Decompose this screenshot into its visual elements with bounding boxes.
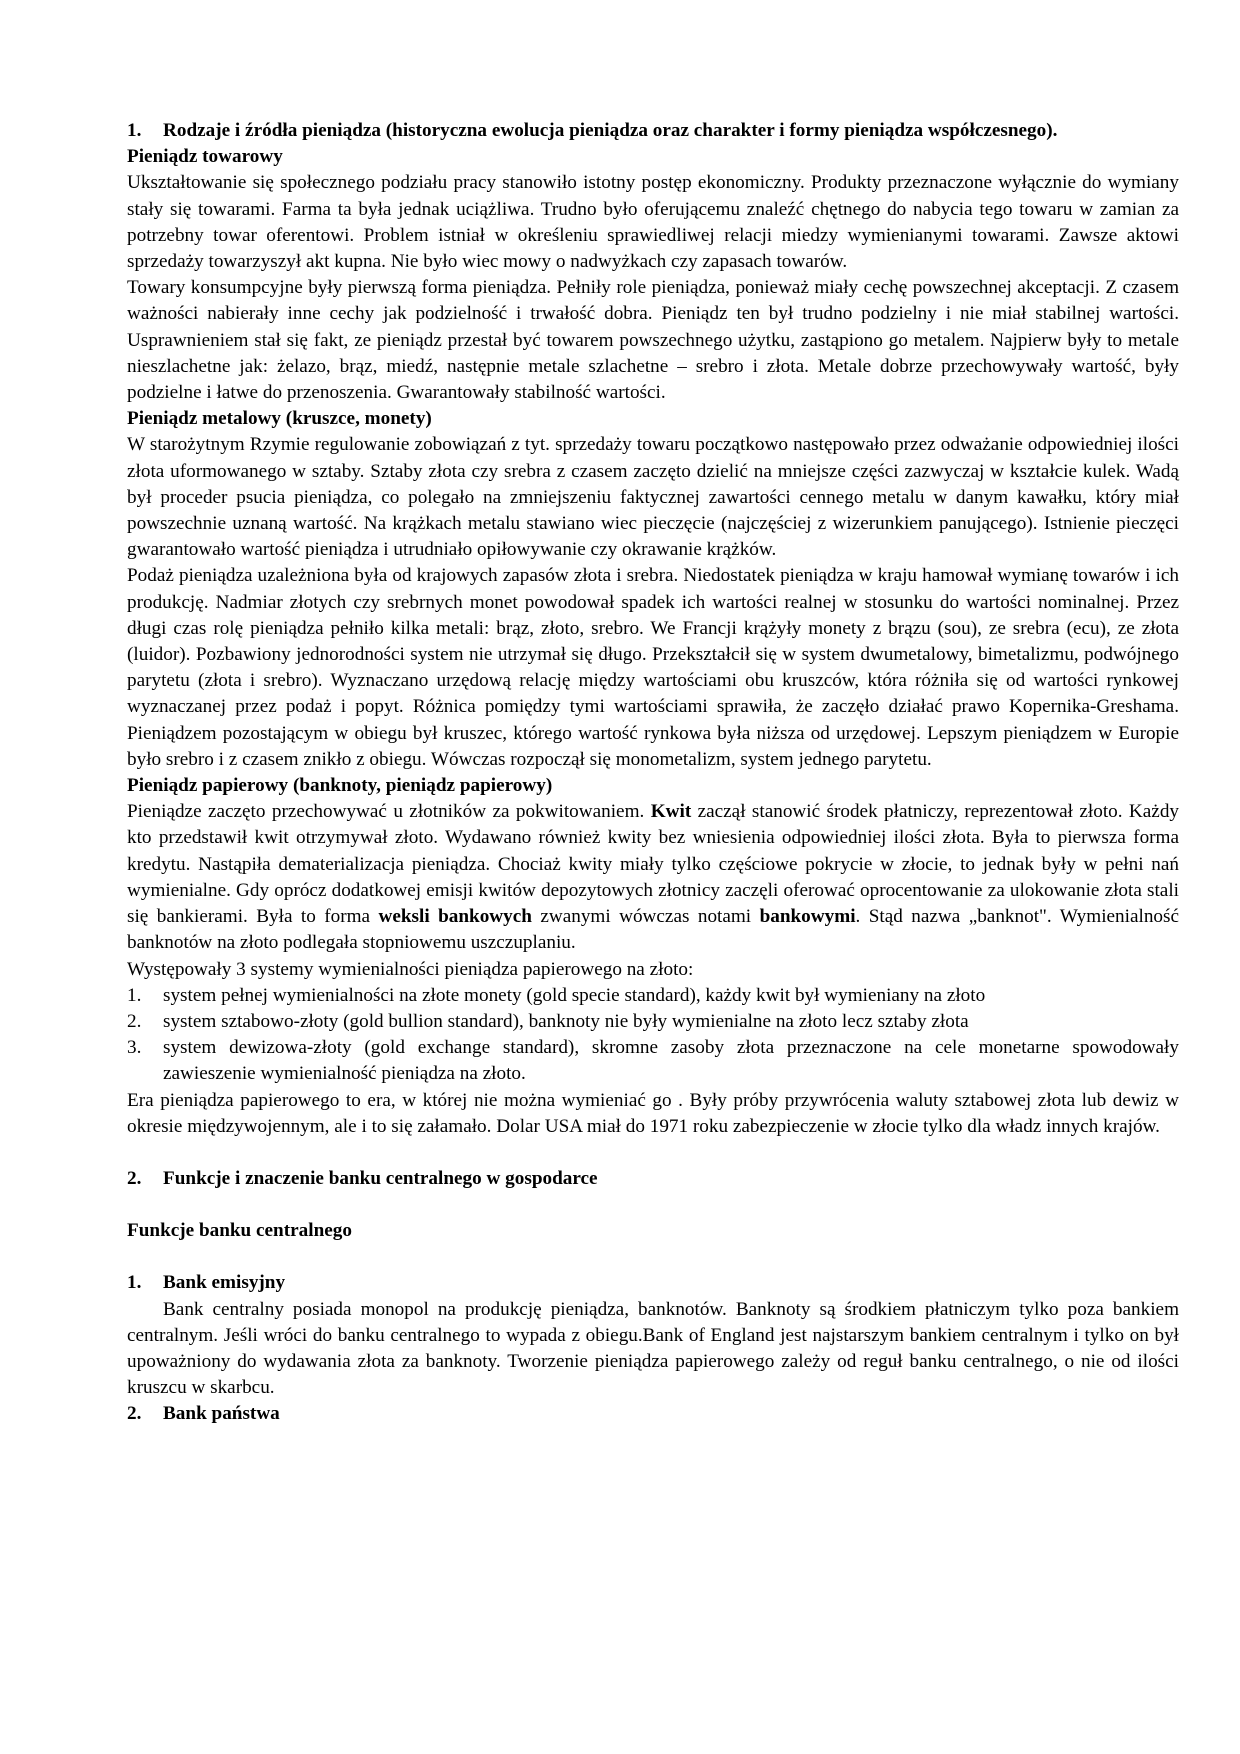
section-2-number: 2.	[127, 1167, 142, 1189]
text-run: zaczął stanowić środek płatniczy, reprezentował złoto. Każdy kto przedstawił kwit otrzymywał złoto. Wydawano również kwity bez wniesienia odpowiedniej ilości złota. Była to pierwsza forma kredytu. Nastąpiła dematerializacja pieniądza. Chociaż kwity miały tylko częściowe pokrycie w złocie, to jednak były w pełni nań wymienialne. Gdy oprócz dodatkowej emisji kwitów depozytowych złotnicy zaczęli oferować oprocentowanie za ulokowanie złota stali się bankierami. Była to forma	[127, 801, 1180, 928]
bold-term-kwit: Kwit	[650, 801, 692, 823]
section-2-title: Funkcje i znaczenie banku centralnego w gospodarce	[163, 1167, 598, 1189]
spacer	[127, 1192, 1179, 1218]
bold-term-bankowymi: bankowymi	[759, 906, 856, 928]
heading-number: 1.	[127, 1272, 142, 1294]
paragraph-bank-emisyjny: Bank centralny posiada monopol na produkcję pieniądza, banknotów. Banknoty są środkiem płatniczym tylko poza bankiem centralnym. Jeśli wróci do banku centralnego to wypada z obiegu.Bank of England jest najstarszym bankiem centralnym i tylko on był upoważniony do wydawania złota za banknoty. Tworzenie pieniądza papierowego zależy od reguł banku centralnego, o nie od ilości kruszcu w skarbcu.	[127, 1298, 1179, 1399]
list-item-text: system dewizowa-złoty (gold exchange standard), skromne zasoby złota przeznaczone na cele monetarne spowodowały zawieszenie wymienialność pieniądza na złoto.	[163, 1037, 1179, 1085]
paragraph-metalowy-2: Podaż pieniądza uzależniona była od krajowych zapasów złota i srebra. Niedostatek pieniądza w kraju hamował wymianę towarów i ich produkcję. Nadmiar złotych czy srebrnych monet powodował spadek ich wartości realnej w stosunku do wartości nominalnej. Przez długi czas rolę pieniądza pełniło kilka metali: brąz, złoto, srebro. We Francji krążyły monety z brązu (sou), ze srebra (ecu), ze złota (luidor). Pozbawiony jednorodności system nie utrzymał się długo. Przekształcił się w system dwumetalowy, bimetalizmu, podwójnego parytetu (złota i srebro). Wyznaczano urzędową relację między wartościami obu kruszców, która różniła się od wartości rynkowej wyznaczanej przez podaż i popyt. Różnica pomiędzy tymi wartościami sprawiła, że zaczęło działać prawo Kopernika-Greshama. Pieniądzem pozostającym w obiegu był kruszec, którego wartość rynkowa była niższa od urzędowej. Lepszym pieniądzem w Europie było srebro i z czasem znikło z obiegu. Wówczas rozpoczął się monometalizm, system jednego parytetu.	[127, 565, 1179, 770]
bold-term-weksli: weksli bankowych	[378, 906, 532, 928]
text-run: . Stąd nazwa „banknot". Wymienialność banknotów na złoto podlegała stopniowemu uszczuplaniu.	[127, 906, 1179, 954]
heading-number: 2.	[127, 1403, 142, 1425]
list-item-number: 2.	[127, 1010, 142, 1032]
section-2-heading	[127, 1166, 1179, 1192]
list-item	[127, 983, 1179, 1009]
paragraph-papierowy-3: Era pieniądza papierowego to era, w której nie można wymieniać go . Były próby przywrócenia waluty sztabowej złota lub dewiz w okresie międzywojennym, ale i to się załamało. Dolar USA miał do 1971 roku zabezpieczenie w złocie tylko dla władz innych krajów.	[127, 1089, 1179, 1137]
section-1-heading	[127, 118, 1179, 144]
spacer	[127, 1244, 1179, 1270]
heading-pieniadz-papierowy: Pieniądz papierowy (banknoty, pieniądz papierowy)	[127, 775, 553, 797]
section-1-title: Rodzaje i źródła pieniądza (historyczna ewolucja pieniądza oraz charakter i formy pieniądza współczesnego).	[163, 120, 1058, 141]
section-1-number: 1.	[127, 120, 142, 141]
heading-bank-panstwa	[127, 1401, 1179, 1427]
list-item-text: system pełnej wymienialności na złote monety (gold specie standard), każdy kwit był wymieniany na złoto	[163, 984, 986, 1006]
document-page	[127, 118, 1179, 1428]
list-item-text: system sztabowo-złoty (gold bullion standard), banknoty nie były wymienialne na złoto lecz sztaby złota	[163, 1010, 969, 1032]
list-item	[127, 1035, 1179, 1087]
list-item	[127, 1009, 1179, 1035]
heading-text: Bank państwa	[163, 1403, 280, 1425]
heading-bank-emisyjny	[127, 1270, 1179, 1296]
text-run: Pieniądze zaczęto przechowywać u złotników za pokwitowaniem.	[127, 801, 651, 823]
list-item-number: 1.	[127, 984, 142, 1006]
heading-funkcje-banku: Funkcje banku centralnego	[127, 1220, 352, 1242]
paragraph-towarowy-1: Ukształtowanie się społecznego podziału pracy stanowiło istotny postęp ekonomiczny. Produkty przeznaczone wyłącznie do wymiany stały się towarami. Farma ta była jednak uciążliwa. Trudno było oferującemu znaleźć chętnego do nabycia tego towaru w zamian za potrzebny towar oferentowi. Problem istniał w określeniu sprawiedliwej relacji miedzy wymienianymi towarami. Zawsze aktowi sprzedaży towarzyszył akt kupna. Nie było wiec mowy o nadwyżkach czy zapasach towarów.	[127, 172, 1179, 273]
paragraph-papierowy-2: Występowały 3 systemy wymienialności pieniądza papierowego na złoto:	[127, 958, 694, 980]
paragraph-papierowy-1	[127, 799, 1179, 956]
text-run: zwanymi wówczas notami	[531, 906, 760, 928]
paragraph-metalowy-1: W starożytnym Rzymie regulowanie zobowiązań z tyt. sprzedaży towaru początkowo następowało przez odważanie odpowiedniej ilości złota uformowanego w sztaby. Sztaby złota czy srebra z czasem zaczęto dzielić na mniejsze części zazwyczaj w kształcie kulek. Wadą był proceder psucia pieniądza, co polegało na zmniejszeniu faktycznej zawartości cennego metalu w danym kawałku, który miał powszechnie uznaną wartość. Na krążkach metalu stawiano wiec pieczęcie (najczęściej z wizerunkiem panującego). Istnienie pieczęci gwarantowało wartość pieniądza i utrudniało opiłowywanie czy okrawanie krążków.	[127, 434, 1179, 561]
list-item-number: 3.	[127, 1037, 142, 1059]
spacer	[127, 1140, 1179, 1166]
paragraph-towarowy-2: Towary konsumpcyjne były pierwszą forma pieniądza. Pełniły role pieniądza, ponieważ miały cechę powszechnej akceptacji. Z czasem ważności nabierały inne cechy jak podzielność i trwałość dobra. Pieniądz ten był trudno podzielny i nie miał stabilnej wartości. Usprawnieniem stał się fakt, ze pieniądz przestał być towarem powszechnego użytku, zastąpiono go metalem. Najpierw były to metale nieszlachetne jak: żelazo, brąz, miedź, następnie metale szlachetne – srebro i złota. Metale dobrze przechowywały wartość, były podzielne i łatwe do przenoszenia. Gwarantowały stabilność wartości.	[127, 277, 1179, 404]
heading-pieniadz-metalowy: Pieniądz metalowy (kruszce, monety)	[127, 408, 432, 430]
heading-text: Bank emisyjny	[163, 1272, 286, 1294]
heading-pieniadz-towarowy: Pieniądz towarowy	[127, 146, 283, 168]
